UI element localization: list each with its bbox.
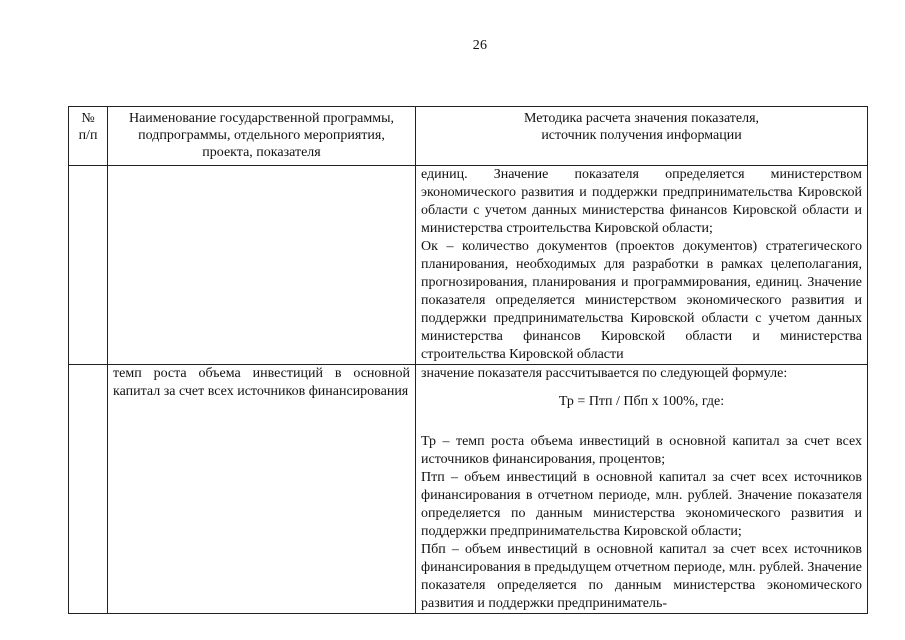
header-method	[416, 107, 868, 166]
header-line: подпрограммы, отдельного мероприятия,	[138, 128, 385, 143]
header-line: источник получения информации	[541, 128, 742, 143]
table-header-row	[69, 107, 868, 166]
cell-method	[416, 166, 868, 365]
header-number	[69, 107, 108, 166]
header-line: Наименование государственной программы,	[128, 111, 395, 126]
header-name	[108, 107, 416, 166]
header-line: Методика расчета значения показателя,	[523, 111, 760, 126]
cell-name: темп роста объема инвестиций в основной капитал за счет всех источников финансирования	[108, 365, 416, 614]
method-paragraph: Ок – количество документов (проектов документов) стратегического планирования, необходимых для разработки в рамках целеполагания, прогнозирования, планирования и программирования, единиц. Значение показателя определяется министерством экономического развития и поддержки предпринимательства Кировской области с учетом данных министерства финансов Кировской области и министерства строительства Кировской области	[421, 239, 862, 362]
cell-name	[108, 166, 416, 365]
method-intro: значение показателя рассчитывается по следующей формуле:	[421, 366, 788, 381]
method-paragraph: единиц. Значение показателя определяется министерством экономического развития и поддержки предпринимательства Кировской области с учетом данных министерства финансов Кировской области и министерства строительства Кировской области;	[421, 167, 862, 236]
method-paragraph: Пбп – объем инвестиций в основной капитал за счет всех источников финансирования в предыдущем отчетном периоде, млн. рублей. Значение показателя определяется по данным министерства экономического развития и поддержки предприниматель-	[421, 542, 862, 611]
cell-method	[416, 365, 868, 614]
header-line: проекта, показателя	[202, 145, 321, 160]
method-paragraph: Тр – темп роста объема инвестиций в основной капитал за счет всех источников финансирования, процентов;	[421, 434, 862, 467]
header-line: №	[81, 111, 95, 126]
methodology-table	[68, 106, 868, 614]
formula: Тр = Птп / Пбп х 100%, где:	[558, 394, 725, 409]
cell-number	[69, 365, 108, 614]
method-paragraph: Птп – объем инвестиций в основной капитал за счет всех источников финансирования в отчетном периоде, млн. рублей. Значение показателя определяется по данным министерства экономического развития и поддержки предпринимательства Кировской области;	[421, 470, 862, 539]
header-line: п/п	[78, 128, 98, 143]
table-row	[69, 166, 868, 365]
cell-number	[69, 166, 108, 365]
page-number: 26	[472, 38, 488, 53]
table-row	[69, 365, 868, 614]
